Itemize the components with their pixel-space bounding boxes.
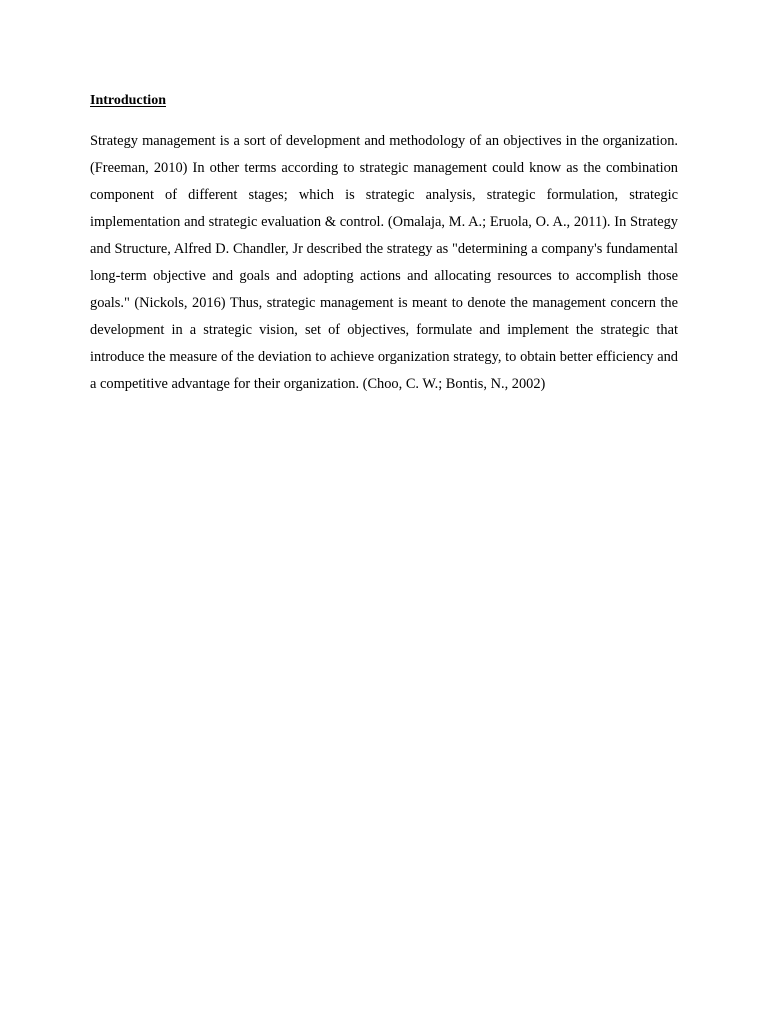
section-heading: Introduction: [90, 93, 166, 108]
body-paragraph: Strategy management is a sort of development and methodology of an objectives in the organization. (Freeman, 2010) In other terms according to strategic management could know as the combination component of different stages; which is strategic analysis, strategic formulation, strategic implementation and strategic evaluation & control. (Omalaja, M. A.; Eruola, O. A., 2011). In Strategy and Structure, Alfred D. Chandler, Jr described the strategy as "determining a company's fundamental long-term objective and goals and adopting actions and allocating resources to accomplish those goals." (Nickols, 2016) Thus, strategic management is meant to denote the management concern the development in a strategic vision, set of objectives, formulate and implement the strategic that introduce the measure of the deviation to achieve organization strategy, to obtain better efficiency and a competitive advantage for their organization. (Choo, C. W.; Bontis, N., 2002): [90, 133, 678, 392]
